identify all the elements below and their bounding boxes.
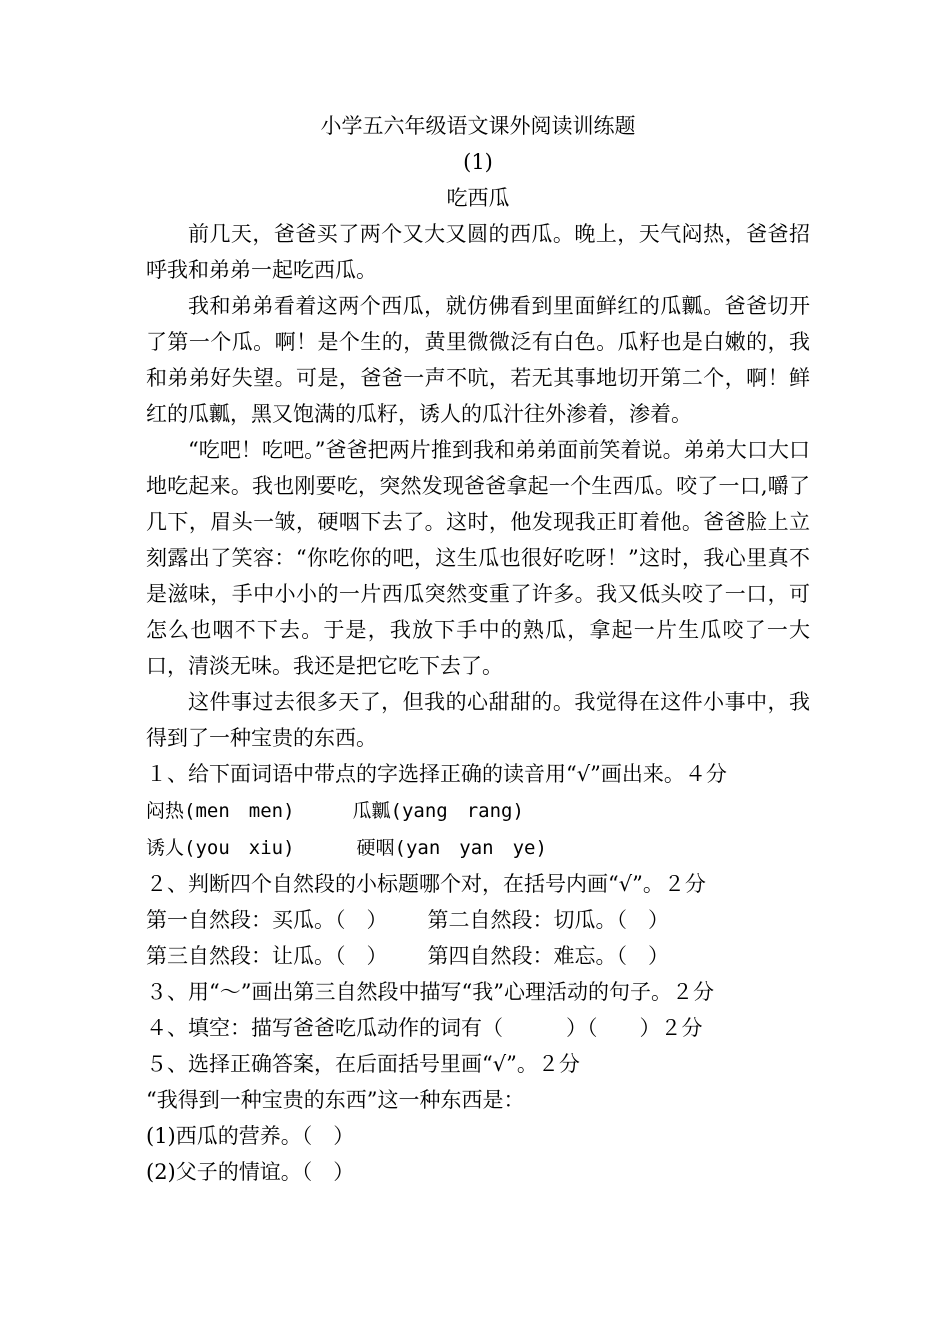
worksheet-page	[146, 108, 810, 1190]
question-1: １、给下面词语中带点的字选择正确的读音用“√”画出来。４分	[146, 762, 727, 786]
subtitle-option-3: 第三自然段：让瓜。（ ）	[146, 944, 388, 968]
question-1-row-1	[146, 792, 810, 829]
story-paragraph-4: 这件事过去很多天了，但我的心甜甜的。我觉得在这件小事中，我得到了一种宝贵的东西。	[146, 690, 810, 750]
worksheet-title: 小学五六年级语文课外阅读训练题	[320, 114, 636, 138]
pinyin-option-yingyan: 硬咽(yan yan ye)	[356, 837, 547, 859]
pinyin-option-youren: 诱人(you xiu)	[146, 837, 295, 859]
question-5-option-2: (2)父子的情谊。（ ）	[146, 1160, 355, 1184]
subtitle-option-1: 第一自然段：买瓜。（ ）	[146, 908, 388, 932]
story-paragraph-2: 我和弟弟看着这两个西瓜，就仿佛看到里面鲜红的瓜瓤。爸爸切开了第一个瓜。啊！是个生的，黄里微微泛有白色。瓜籽也是白嫩的，我和弟弟好失望。可是，爸爸一声不吭，若无其事地切开第二个，啊！鲜红的瓜瓤，黑又饱满的瓜籽，诱人的瓜汁往外渗着，渗着。	[146, 294, 810, 426]
story-paragraph-3: “吃吧！吃吧。”爸爸把两片推到我和弟弟面前笑着说。弟弟大口大口地吃起来。我也刚要吃，突然发现爸爸拿起一个生西瓜。咬了一口,嚼了几下，眉头一皱，硬咽下去了。这时，他发现我正盯着他。爸爸脸上立刻露出了笑容：“你吃你的吧，这生瓜也很好吃呀！”这时，我心里真不是滋味，手中小小的一片西瓜突然变重了许多。我又低头咬了一口，可怎么也咽不下去。于是，我放下手中的熟瓜，拿起一片生瓜咬了一大口，清淡无味。我还是把它吃下去了。	[146, 438, 810, 678]
question-1-row-2	[146, 829, 810, 866]
story-title: 吃西瓜	[446, 186, 510, 210]
question-2-row-2	[146, 938, 810, 974]
question-2: ２、判断四个自然段的小标题哪个对，在括号内画“√”。２分	[146, 872, 706, 896]
exercise-number: (1)	[463, 150, 493, 174]
question-5-option-1: (1)西瓜的营养。（ ）	[146, 1124, 355, 1148]
question-4: ４、填空：描写爸爸吃瓜动作的词有（ ）（ ）２分	[146, 1016, 703, 1040]
subtitle-option-2: 第二自然段：切瓜。（ ）	[427, 908, 669, 932]
pinyin-option-guarang: 瓜瓤(yang rang)	[352, 800, 524, 822]
subtitle-option-4: 第四自然段：难忘。（ ）	[427, 944, 669, 968]
story-paragraph-1: 前几天，爸爸买了两个又大又圆的西瓜。晚上，天气闷热，爸爸招呼我和弟弟一起吃西瓜。	[146, 222, 810, 282]
pinyin-option-menre: 闷热(men men)	[146, 800, 295, 822]
question-2-row-1	[146, 902, 810, 938]
question-5-prompt: “我得到一种宝贵的东西”这一种东西是：	[146, 1088, 525, 1112]
question-5: ５、选择正确答案，在后面括号里画“√”。２分	[146, 1052, 580, 1076]
question-3: ３、用“～”画出第三自然段中描写“我”心理活动的句子。２分	[146, 980, 714, 1004]
